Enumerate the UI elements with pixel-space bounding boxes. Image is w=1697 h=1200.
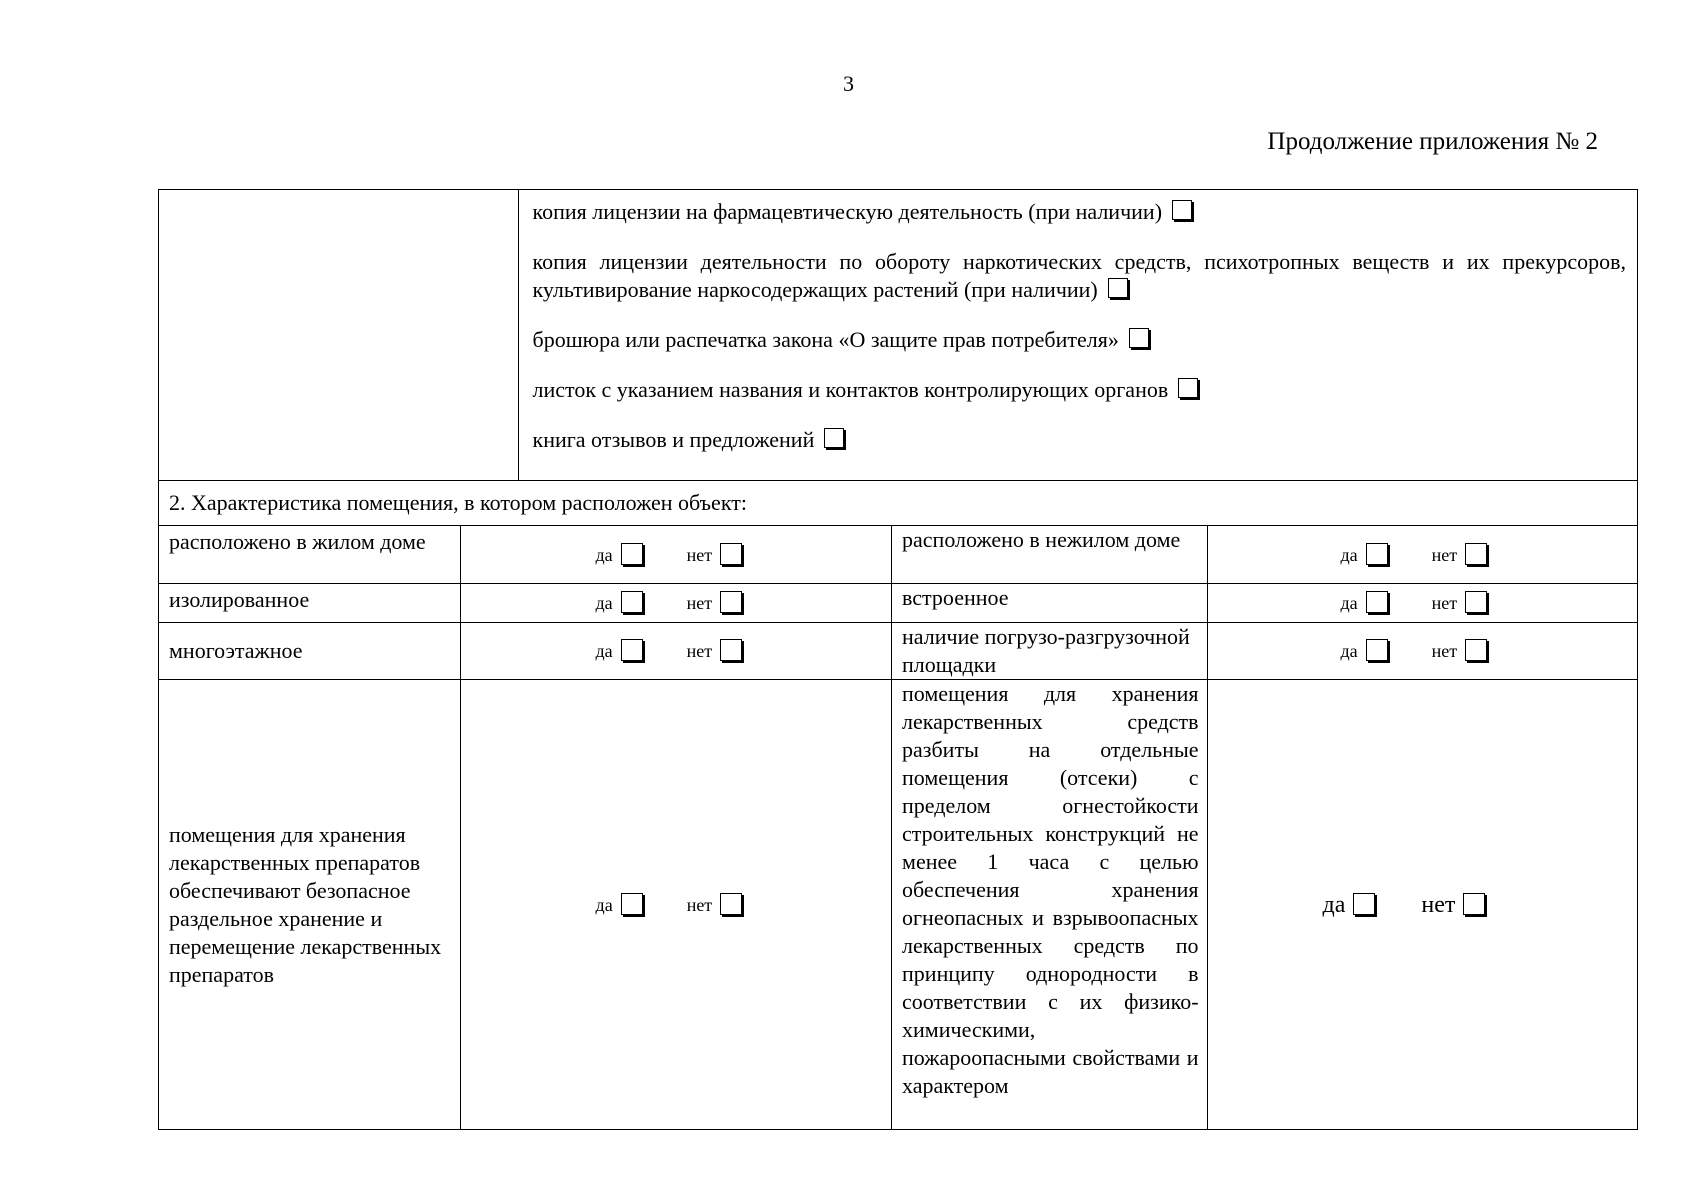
no-checkbox[interactable] (1465, 591, 1487, 613)
no-checkbox[interactable] (720, 543, 742, 565)
yes-no-choice: да нет (460, 623, 892, 679)
yes-no-choice: да нет (1207, 680, 1637, 1129)
table-row (159, 622, 1637, 679)
inspection-form-table (158, 189, 1638, 1130)
yes-no-choice: да нет (1207, 584, 1638, 622)
yes-checkbox[interactable] (1366, 591, 1388, 613)
checkbox[interactable] (1172, 200, 1192, 220)
criterion-label: расположено в жилом доме (169, 529, 426, 554)
yes-checkbox[interactable] (1366, 639, 1388, 661)
criterion-label: многоэтажное (169, 638, 303, 663)
criterion-label: помещения для хранения лекарственных средств разбиты на отдельные помещения (отсеки) с пределом огнестойкости строительных конструкций не менее 1 часа с целью обеспечения хранения огнеопасных и взрывоопасных лекарственных средств по принципу однородности в соответствии с их физико-химическими, пожароопасными свойствами и характером (891, 680, 1207, 1129)
checkbox[interactable] (1178, 378, 1198, 398)
criterion-label: помещения для хранения лекарственных препаратов обеспечивают безопасное раздельное хранение и перемещение лекарственных препаратов (169, 821, 442, 987)
documents-row (159, 190, 1637, 480)
yes-no-choice: да нет (460, 680, 892, 1129)
no-checkbox[interactable] (720, 893, 742, 915)
section-title: 2. Характеристика помещения, в котором расположен объект: (169, 490, 747, 515)
checkbox[interactable] (1108, 278, 1128, 298)
yes-checkbox[interactable] (621, 639, 643, 661)
yes-checkbox[interactable] (1353, 893, 1375, 915)
yes-no-choice: да нет (1207, 623, 1638, 679)
document-item: копия лицензии на фармацевтическую деятельность (при наличии) (533, 198, 1627, 226)
section-title-row (159, 480, 1637, 525)
yes-no-choice: да нет (460, 584, 892, 622)
no-checkbox[interactable] (1463, 893, 1485, 915)
table-row (159, 679, 1637, 1129)
documents-list-cell (518, 190, 1638, 480)
table-row (159, 525, 1637, 583)
appendix-title: Продолжение приложения № 2 (1267, 128, 1598, 155)
criterion-label: встроенное (891, 584, 1207, 622)
criterion-label: изолированное (169, 587, 310, 612)
yes-checkbox[interactable] (621, 543, 643, 565)
page-number: 3 (843, 71, 854, 96)
checkbox[interactable] (824, 428, 844, 448)
yes-no-choice: да нет (460, 526, 892, 583)
document-item: листок с указанием названия и контактов контролирующих органов (533, 376, 1627, 404)
no-checkbox[interactable] (1465, 639, 1487, 661)
yes-no-choice: да нет (1207, 526, 1638, 583)
document-item: копия лицензии деятельности по обороту наркотических средств, психотропных веществ и их прекурсоров, культивирование наркосодержащих растений (при наличии) (532, 249, 1626, 302)
criterion-label: наличие погрузо-разгрузочной площадки (891, 623, 1207, 679)
no-checkbox[interactable] (720, 639, 742, 661)
document-item: книга отзывов и предложений (533, 426, 1627, 454)
no-checkbox[interactable] (1465, 543, 1487, 565)
yes-checkbox[interactable] (621, 893, 643, 915)
table-row (159, 583, 1637, 622)
yes-checkbox[interactable] (621, 591, 643, 613)
checkbox[interactable] (1129, 328, 1149, 348)
documents-label-cell (159, 190, 518, 480)
criterion-label: расположено в нежилом доме (891, 526, 1207, 583)
yes-checkbox[interactable] (1366, 543, 1388, 565)
no-checkbox[interactable] (720, 591, 742, 613)
document-item: брошюра или распечатка закона «О защите прав потребителя» (533, 326, 1627, 354)
